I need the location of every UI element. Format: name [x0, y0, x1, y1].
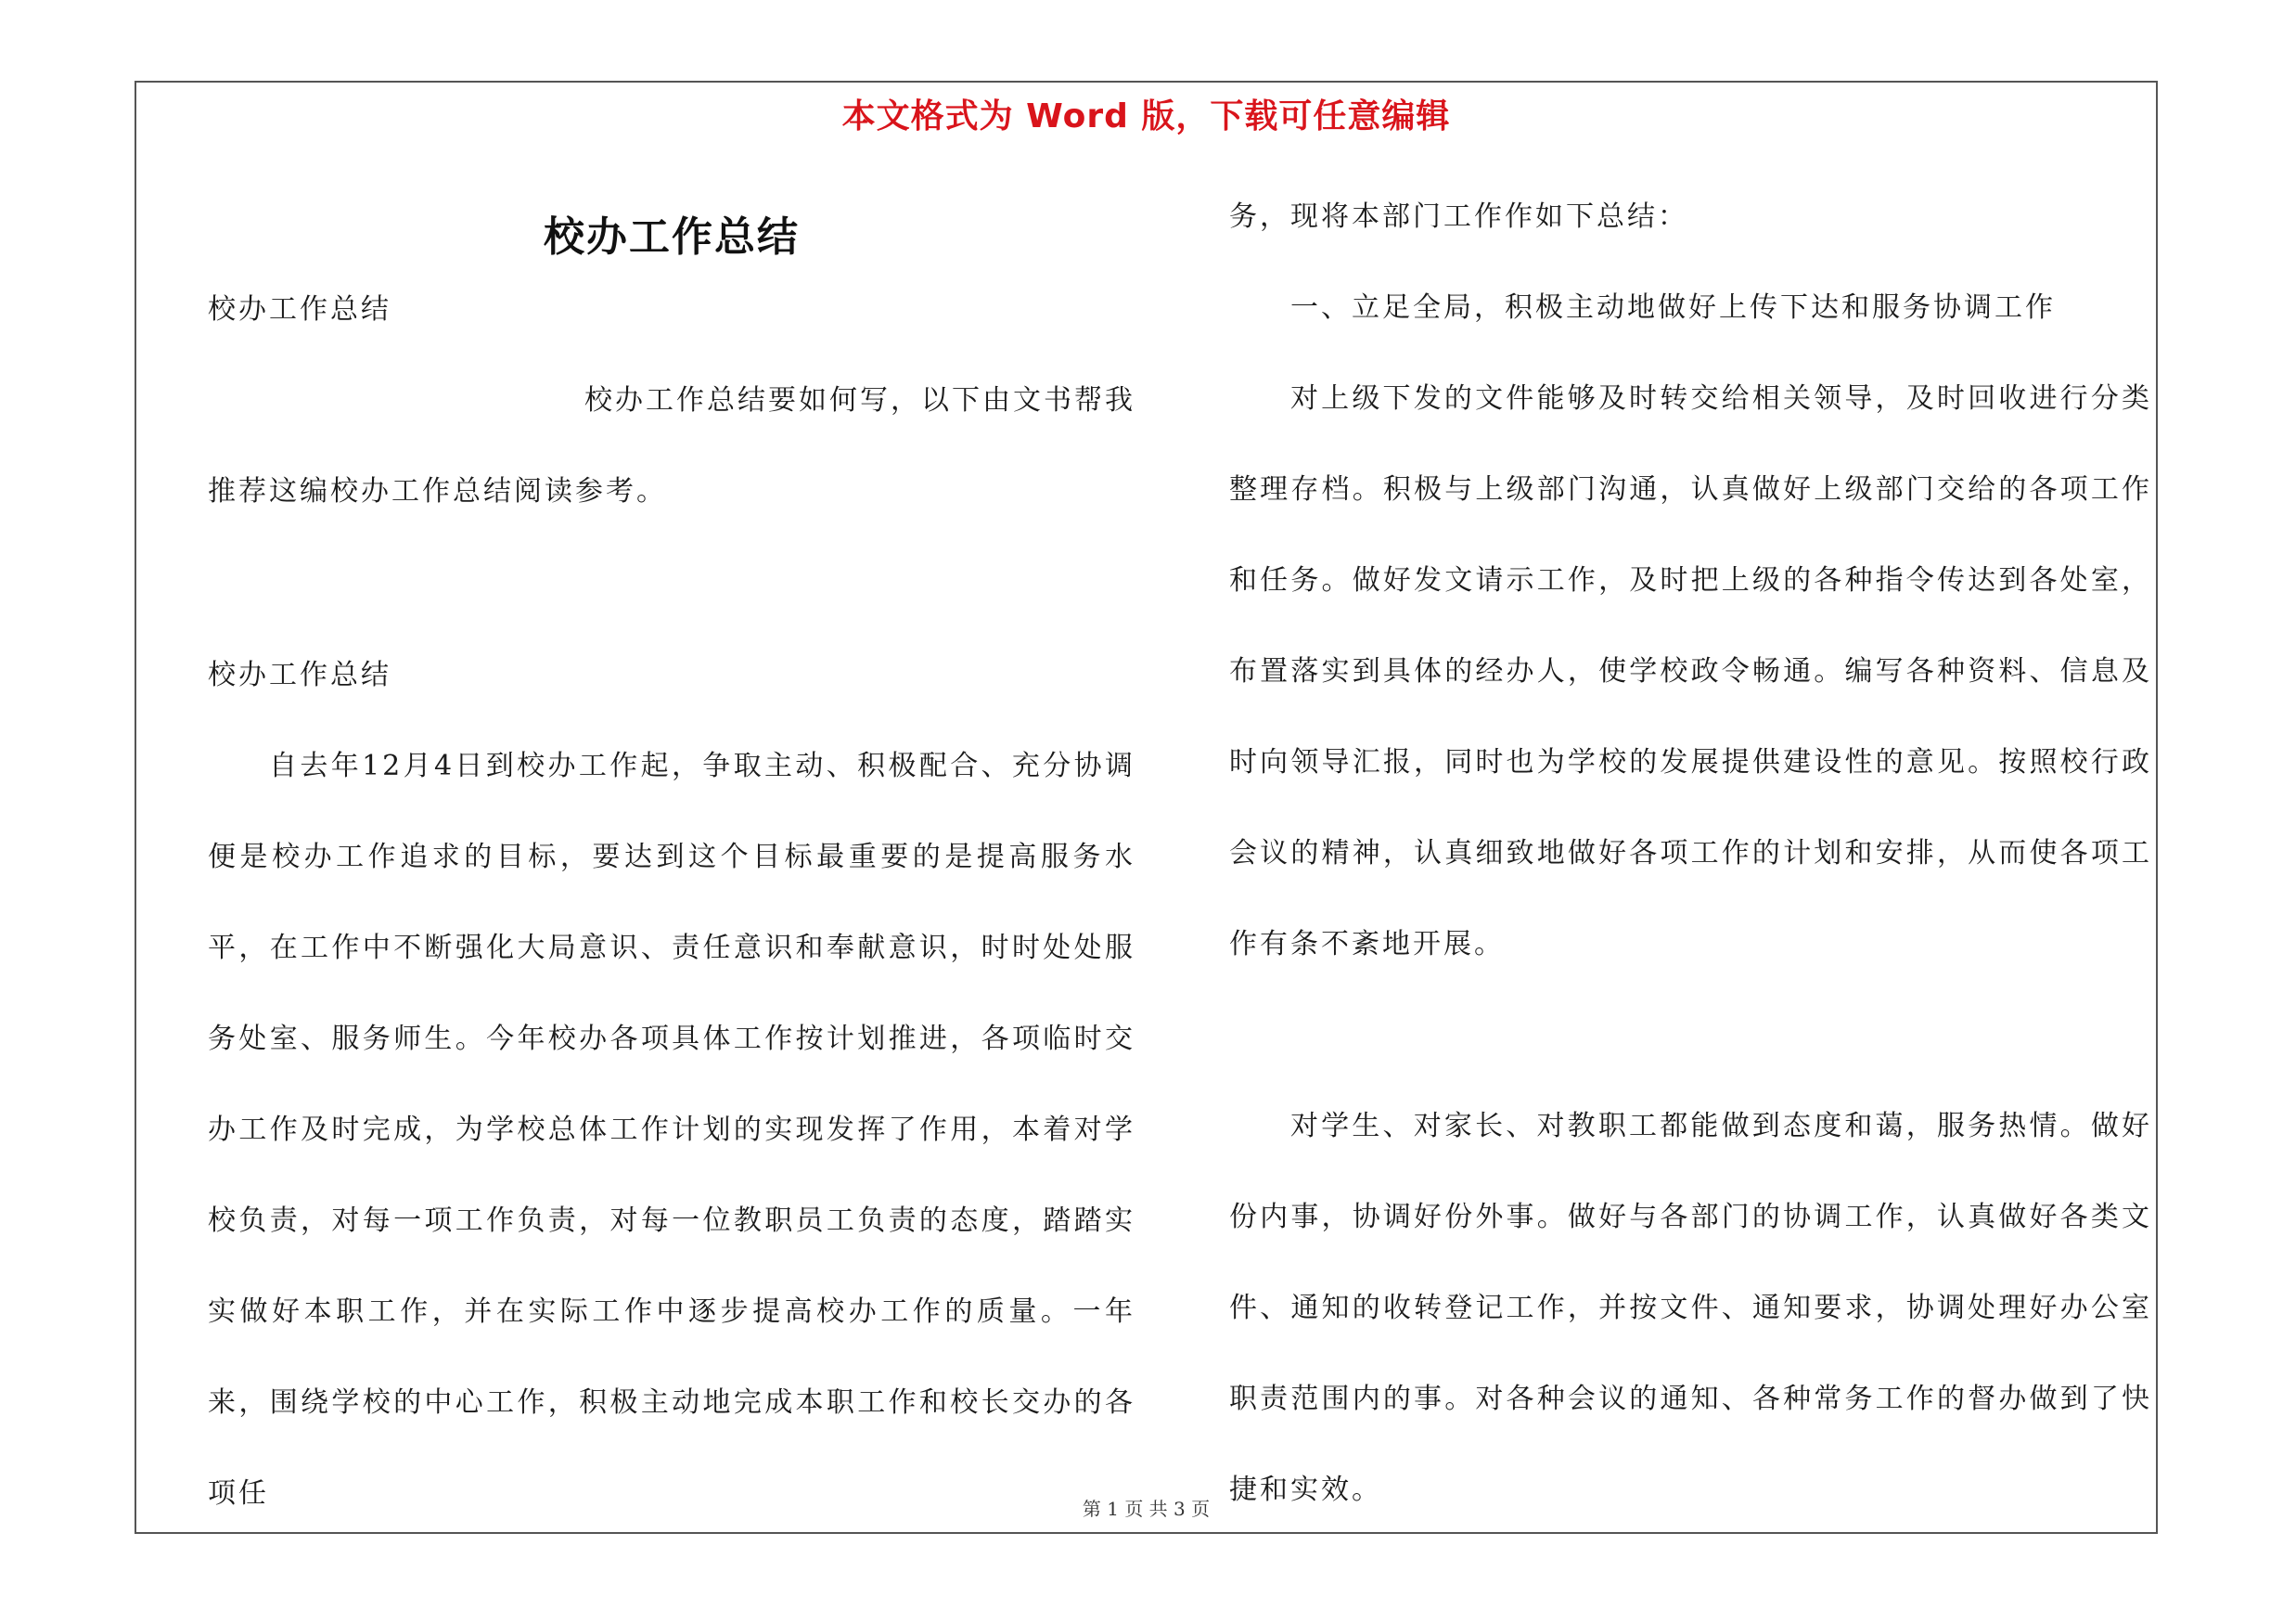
- left-label-1: 校办工作总结: [208, 293, 391, 326]
- document-title: 校办工作总结: [544, 213, 800, 261]
- left-label-2: 校办工作总结: [208, 659, 391, 691]
- page-frame: [135, 81, 2158, 1534]
- right-continuation: 务，现将本部门工作作如下总结：: [1229, 200, 1688, 233]
- intro-line-1: 校办工作总结要如何写，以下由文书帮我: [584, 384, 1135, 417]
- left-paragraph-1: 自去年12月4日到校办工作起，争取主动、积极配合、充分协调便是校办工作追求的目标，要达到这个目标最重要的是提高服务水平，在工作中不断强化大局意识、责任意识和奉献意识，时时处处服务处室、服务师生。今年校办各项具体工作按计划推进，各项临时交办工作及时完成，为学校总体工作计划的实现发挥了作用，本着对学校负责，对每一项工作负责，对每一位教职员工负责的态度，踏踏实实做好本职工作，并在实际工作中逐步提高校办工作的质量。一年来，围绕学校的中心工作，积极主动地完成本职工作和校长交办的各项任: [208, 750, 1135, 1510]
- right-paragraph-2: 对学生、对家长、对教职工都能做到态度和蔼，服务热情。做好份内事，协调好份外事。做好与各部门的协调工作，认真做好各类文件、通知的收转登记工作，并按文件、通知要求，协调处理好办公室职责范围内的事。对各种会议的通知、各种常务工作的督办做到了快捷和实效。: [1229, 1110, 2152, 1506]
- right-paragraph-1: 对上级下发的文件能够及时转交给相关领导，及时回收进行分类整理存档。积极与上级部门沟通，认真做好上级部门交给的各项工作和任务。做好发文请示工作，及时把上级的各种指令传达到各处室，布置落实到具体的经办人，使学校政令畅通。编写各种资料、信息及时向领导汇报，同时也为学校的发展提供建设性的意见。按照校行政会议的精神，认真细致地做好各项工作的计划和安排，从而使各项工作有条不紊地开展。: [1229, 382, 2152, 960]
- word-format-banner: 本文格式为 Word 版，下载可任意编辑: [841, 97, 1451, 135]
- intro-line-2: 推荐这编校办工作总结阅读参考。: [208, 475, 667, 508]
- page-number-footer: 第 1 页 共 3 页: [1082, 1498, 1211, 1520]
- section-heading-1: 一、立足全局，积极主动地做好上传下达和服务协调工作: [1290, 291, 2056, 324]
